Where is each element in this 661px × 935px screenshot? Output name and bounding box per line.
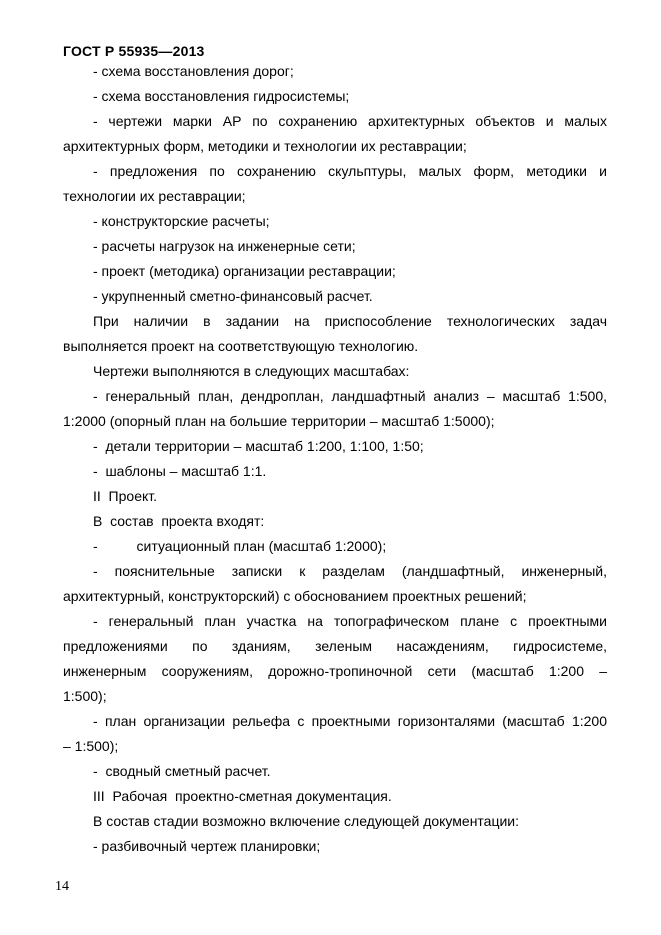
- text-line: - расчеты нагрузок на инженерные сети;: [93, 238, 356, 254]
- text-line: инженерным сооружениям, дорожно-тропиночной сети (масштаб 1:200 –: [63, 663, 607, 679]
- text-line: - конструкторские расчеты;: [93, 213, 270, 229]
- text-line: - сводный сметный расчет.: [93, 763, 271, 779]
- text-line: II Проект.: [93, 488, 158, 504]
- text-line: – 1:500);: [63, 738, 119, 754]
- text-line: 1:2000 (опорный план на большие территории – масштаб 1:5000);: [63, 413, 495, 429]
- text-line: - план организации рельефа с проектными горизонталями (масштаб 1:200: [93, 713, 607, 729]
- text-line: - предложения по сохранению скульптуры, малых форм, методики и: [93, 163, 607, 179]
- text-line: - шаблоны – масштаб 1:1.: [93, 463, 267, 479]
- document-body: [63, 59, 607, 859]
- text-line: - пояснительные записки к разделам (ландшафтный, инженерный,: [93, 563, 607, 579]
- text-line: предложениями по зданиям, зеленым насаждениям, гидросистеме,: [63, 638, 607, 654]
- text-line: архитектурных форм, методики и технологии их реставрации;: [63, 138, 467, 154]
- text-line: - разбивочный чертеж планировки;: [93, 838, 321, 854]
- text-line: - ситуационный план (масштаб 1:2000);: [93, 538, 387, 554]
- text-line: - детали территории – масштаб 1:200, 1:100, 1:50;: [93, 438, 424, 454]
- text-line: - схема восстановления дорог;: [93, 63, 294, 79]
- page-number: 14: [55, 879, 69, 894]
- text-line: - генеральный план, дендроплан, ландшафтный анализ – масштаб 1:500,: [93, 388, 607, 404]
- text-line: - генеральный план участка на топографическом плане с проектными: [93, 613, 607, 629]
- text-line: 1:500);: [63, 688, 107, 704]
- text-line: Чертежи выполняются в следующих масштабах:: [93, 363, 410, 379]
- text-line: технологии их реставрации;: [63, 188, 246, 204]
- text-line: При наличии в задании на приспособление технологических задач: [93, 313, 607, 329]
- text-line: архитектурный, конструкторский) с обоснованием проектных решений;: [63, 588, 527, 604]
- text-line: выполняется проект на соответствующую технологию.: [63, 338, 419, 354]
- text-line: В состав стадии возможно включение следующей документации:: [93, 813, 520, 829]
- document-header: ГОСТ Р 55935—2013: [63, 43, 205, 59]
- text-line: - схема восстановления гидросистемы;: [93, 88, 350, 104]
- text-line: - укрупненный сметно-финансовый расчет.: [93, 288, 373, 304]
- text-line: - чертежи марки АР по сохранению архитектурных объектов и малых: [93, 113, 607, 129]
- text-line: - проект (методика) организации реставрации;: [93, 263, 396, 279]
- text-line: III Рабочая проектно-сметная документация.: [93, 788, 392, 804]
- text-line: В состав проекта входят:: [93, 513, 265, 529]
